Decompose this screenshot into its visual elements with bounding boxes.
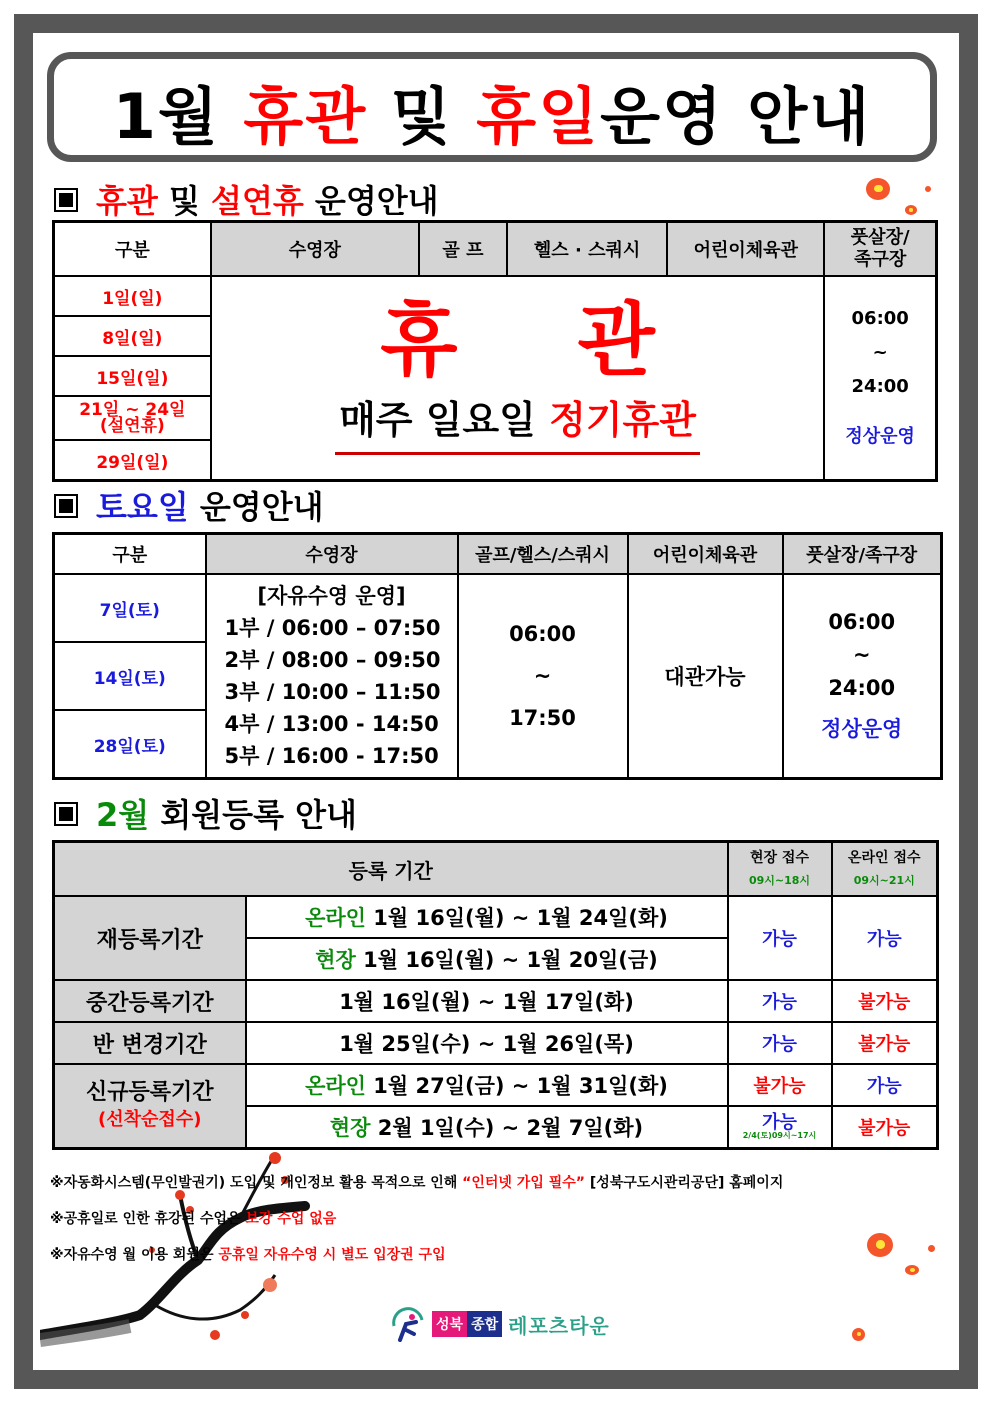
status-badge: 불가능 — [728, 1064, 832, 1106]
heading-closure-word: 휴관 — [96, 182, 158, 220]
new-registration-label — [54, 1064, 246, 1149]
plum-flower-icon — [905, 205, 917, 215]
heading-operation-word: 운영안내 — [188, 488, 324, 526]
col-header-kids-gym: 어린이체육관 — [667, 222, 824, 277]
futsal-tilde: ~ — [872, 342, 888, 363]
note-item — [50, 1208, 783, 1244]
period-cell: 1월 16일(월) ~ 1월 17일(화) — [246, 980, 728, 1022]
saturday-schedule-table — [52, 532, 943, 780]
note-text: ※자유수영 월 이용 회원은 — [50, 1247, 219, 1263]
period-cell — [246, 1106, 728, 1149]
date-cell: 1일(일) — [54, 276, 211, 316]
col-header-online — [832, 842, 938, 897]
status-badge: 가능 — [728, 896, 832, 980]
heading-february-word: 2월 — [96, 796, 150, 834]
status-badge — [728, 1106, 832, 1149]
golf-open-time: 06:00 — [509, 622, 576, 646]
status-badge: 가능 — [728, 980, 832, 1022]
channel-label: 온라인 — [305, 1074, 366, 1098]
golf-tilde: ~ — [533, 664, 552, 688]
plum-flower-icon — [867, 1233, 893, 1257]
onsite-header-label: 현장 접수 — [750, 849, 809, 866]
runner-logo-icon — [390, 1306, 426, 1342]
col-header-kids-gym: 어린이체육관 — [628, 534, 783, 575]
title-and: 및 — [367, 80, 477, 153]
square-bullet-icon — [54, 494, 78, 518]
table-row — [54, 574, 942, 642]
futsal-status: 정상운영 — [845, 426, 915, 447]
status-badge: 불가능 — [832, 1022, 938, 1064]
golf-hours-cell — [458, 574, 628, 779]
swim-session: 1부 / 06:00 – 07:50 — [224, 616, 441, 640]
futsal-close-time: 24:00 — [828, 676, 896, 700]
note-text: ※공휴일로 인한 휴강된 수업은 — [50, 1211, 246, 1227]
futsal-tilde: ~ — [852, 643, 871, 667]
date-cell: 8일(일) — [54, 316, 211, 356]
col-header-category: 구분 — [54, 222, 211, 277]
onsite-hours: 09시~18시 — [748, 873, 811, 887]
futsal-hours-cell — [783, 574, 942, 779]
table-row — [54, 980, 938, 1022]
swim-session: 3부 / 10:00 – 11:50 — [224, 680, 441, 704]
futsal-hours-cell — [824, 276, 936, 481]
status-badge: 불가능 — [832, 980, 938, 1022]
col-header-futsal: 풋살장/족구장 — [783, 534, 942, 575]
title-month: 1월 — [112, 80, 244, 153]
regular-closure-text: 정기휴관 — [549, 398, 696, 442]
first-come-label: (선착순접수) — [98, 1108, 202, 1130]
date-cell — [54, 396, 211, 440]
table-row — [54, 276, 937, 316]
table-header-row — [54, 222, 937, 277]
heading-registration-word: 회원등록 안내 — [149, 796, 357, 834]
logo-wordmark: 레포츠타운 — [508, 1313, 610, 1338]
period-text: 2월 1일(수) ~ 2월 7일(화) — [370, 1116, 644, 1140]
status-note: 2/4(토)09시~17시 — [742, 1131, 817, 1140]
lunar-holiday-range: 21일 ~ 24일 — [79, 400, 186, 420]
online-hours: 09시~21시 — [853, 873, 915, 887]
col-header-category: 구분 — [54, 534, 206, 575]
swim-session: 4부 / 13:00 - 14:50 — [224, 712, 439, 736]
mid-registration-label: 중간등록기간 — [54, 980, 246, 1022]
futsal-open-time: 06:00 — [828, 610, 896, 634]
title-holiday: 휴일 — [476, 80, 601, 153]
status-badge: 가능 — [728, 1022, 832, 1064]
section-heading-closure — [54, 176, 439, 222]
table-header-row — [54, 534, 942, 575]
lunar-holiday-label: (설연휴) — [99, 416, 165, 436]
closure-big-text: 휴관 — [380, 294, 775, 387]
plum-petal-icon — [928, 1245, 935, 1252]
status-badge: 불가능 — [832, 1106, 938, 1149]
title-banner — [47, 52, 937, 162]
note-highlight: “인터넷 가입 필수” — [462, 1175, 585, 1191]
golf-close-time: 17:50 — [509, 706, 576, 730]
channel-label: 현장 — [315, 948, 356, 972]
period-text: 1월 16일(월) ~ 1월 20일(금) — [355, 948, 658, 972]
class-change-label: 반 변경기간 — [54, 1022, 246, 1064]
futsal-status: 정상운영 — [821, 717, 903, 741]
title-operation-notice: 운영 안내 — [600, 80, 872, 153]
status-badge: 가능 — [832, 1064, 938, 1106]
note-tail: [성북구도시관리공단] 홈페이지 — [584, 1175, 784, 1191]
plum-petal-icon — [925, 186, 931, 192]
note-highlight: 보강 수업 없음 — [245, 1211, 337, 1227]
note-highlight: 공휴일 자유수영 시 별도 입장권 구입 — [218, 1247, 446, 1263]
free-swim-title: [자유수영 운영] — [257, 584, 406, 608]
col-header-onsite — [728, 842, 832, 897]
closure-schedule-table — [52, 220, 938, 482]
date-cell: 7일(토) — [54, 574, 206, 642]
section-heading-registration — [54, 790, 357, 836]
period-cell — [246, 938, 728, 980]
col-header-pool: 수영장 — [211, 222, 419, 277]
period-cell — [246, 896, 728, 938]
swim-session: 5부 / 16:00 - 17:50 — [224, 744, 439, 768]
registration-table — [52, 840, 939, 1150]
date-cell: 15일(일) — [54, 356, 211, 396]
free-swim-sessions — [207, 580, 457, 772]
date-cell: 28일(토) — [54, 710, 206, 779]
table-header-row — [54, 842, 938, 897]
note-item — [50, 1172, 783, 1208]
every-sunday-text: 매주 일요일 — [339, 398, 550, 442]
square-bullet-icon — [54, 188, 78, 212]
re-registration-label: 재등록기간 — [54, 896, 246, 980]
square-bullet-icon — [54, 802, 78, 826]
status-text: 가능 — [762, 1112, 797, 1133]
table-row — [54, 896, 938, 938]
kids-gym-cell: 대관가능 — [628, 574, 783, 779]
period-cell: 1월 25일(수) ~ 1월 26일(목) — [246, 1022, 728, 1064]
channel-label: 현장 — [329, 1116, 371, 1140]
futsal-close-time: 24:00 — [851, 376, 909, 397]
date-cell: 14일(토) — [54, 642, 206, 710]
seongbuk-sports-town-logo — [390, 1304, 610, 1344]
free-swim-cell — [206, 574, 458, 779]
note-item — [50, 1244, 783, 1280]
futsal-header-line1: 풋살장/ — [850, 227, 910, 248]
heading-and-word: 및 — [157, 182, 212, 220]
section-heading-saturday — [54, 482, 324, 528]
plum-flower-icon — [866, 178, 890, 200]
plum-flower-icon — [905, 1265, 919, 1275]
table-row — [54, 1064, 938, 1106]
col-header-golf-gym-squash: 골프/헬스/스쿼시 — [458, 534, 628, 575]
title-closure: 휴관 — [243, 80, 368, 153]
period-text: 1월 27일(금) ~ 1월 31일(화) — [365, 1074, 668, 1098]
weekly-closure-text — [335, 389, 700, 455]
date-cell: 29일(일) — [54, 440, 211, 481]
table-row — [54, 1022, 938, 1064]
page-title — [54, 67, 930, 156]
heading-saturday-word: 토요일 — [96, 488, 189, 526]
col-header-pool: 수영장 — [206, 534, 458, 575]
period-text: 1월 16일(월) ~ 1월 24일(화) — [365, 906, 668, 930]
logo-tag-general: 종합 — [467, 1311, 502, 1337]
heading-lunar-holiday-word: 설연휴 — [211, 182, 304, 220]
col-header-period: 등록 기간 — [54, 842, 728, 897]
futsal-open-time: 06:00 — [851, 308, 909, 329]
logo-tag-seongbuk: 성북 — [432, 1311, 467, 1337]
new-registration-text: 신규등록기간 — [85, 1079, 214, 1105]
futsal-header-line2: 족구장 — [854, 249, 907, 270]
online-header-label: 온라인 접수 — [848, 849, 921, 866]
heading-operation-word: 운영안내 — [303, 182, 439, 220]
plum-flower-icon — [852, 1328, 865, 1341]
status-badge: 가능 — [832, 896, 938, 980]
col-header-golf: 골 프 — [419, 222, 507, 277]
closure-notice-cell — [211, 276, 825, 481]
notes-list — [50, 1172, 783, 1280]
period-cell — [246, 1064, 728, 1106]
col-header-futsal — [824, 222, 936, 277]
swim-session: 2부 / 08:00 – 09:50 — [224, 648, 441, 672]
channel-label: 온라인 — [305, 906, 366, 930]
note-text: ※자동화시스템(무인발권기) 도입 및 개인정보 활용 목적으로 인해 — [50, 1175, 463, 1191]
col-header-gym-squash: 헬스 · 스쿼시 — [507, 222, 667, 277]
